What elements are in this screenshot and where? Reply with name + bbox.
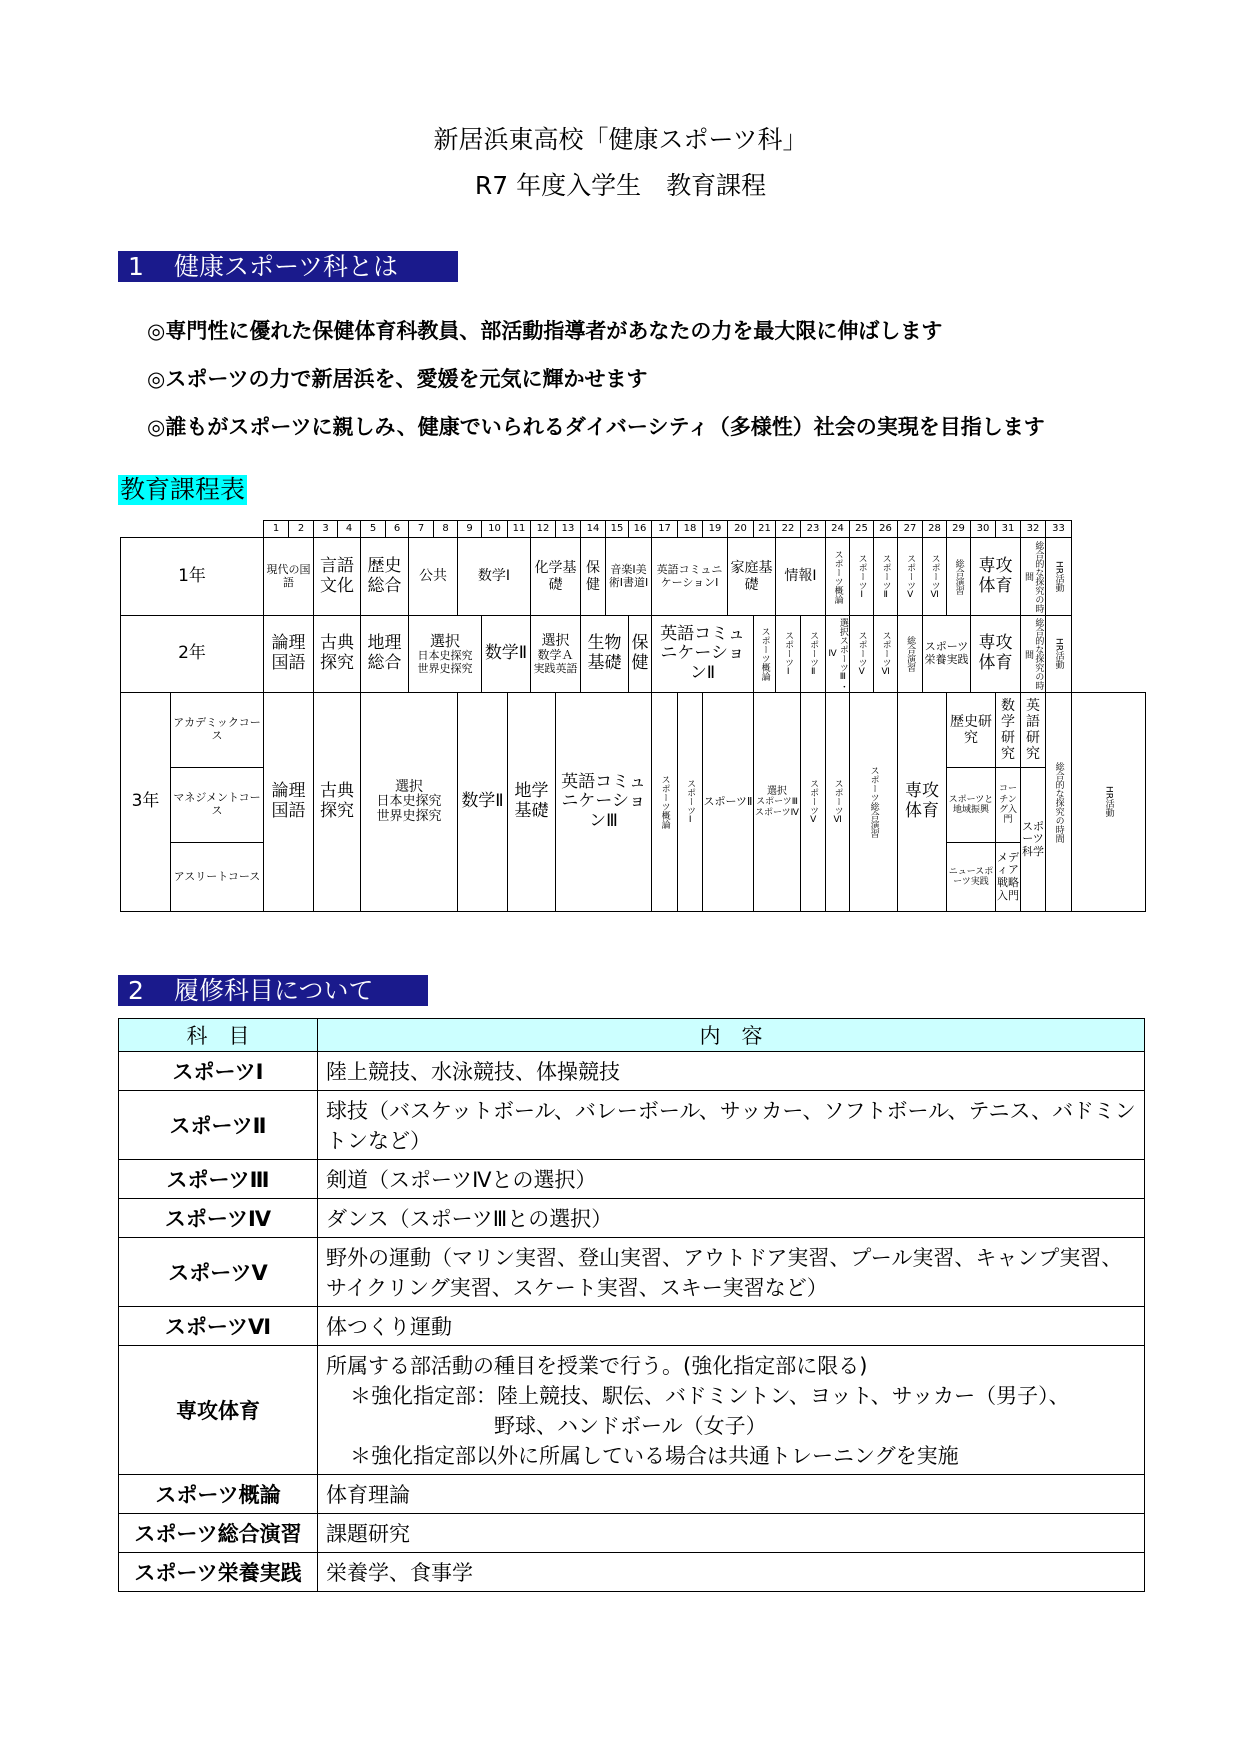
year3-cell-elective-history-line-2: 日本史探究 xyxy=(376,794,442,810)
year2-cell-22-text: 専攻体育 xyxy=(978,633,1013,673)
subject-content xyxy=(318,1307,1145,1346)
year1-cell-8 xyxy=(605,537,652,616)
section2-number: 2 xyxy=(128,976,144,1005)
year1-cell-18 xyxy=(970,537,1021,616)
column-number-9-text: 9 xyxy=(466,523,473,535)
year1-label xyxy=(120,537,264,616)
section2-bar xyxy=(118,975,428,1006)
column-number-5 xyxy=(360,520,386,538)
year2-cell-11 xyxy=(580,615,629,693)
year1-cell-6-text: 化学基礎 xyxy=(534,560,577,593)
year2-cell-24 xyxy=(1045,615,1072,693)
column-number-26-text: 26 xyxy=(879,523,892,535)
year3-cell-1-text: 論理国語 xyxy=(271,781,306,821)
year1-cell-12-text: スポーツ概論 xyxy=(832,549,843,604)
year2-cell-elective-math-line-1: 選択 xyxy=(541,632,570,649)
year1-cell-4 xyxy=(408,537,458,616)
year1-cell-5 xyxy=(457,537,531,616)
column-number-4-text: 4 xyxy=(345,523,353,535)
subject-name: 専攻体育 xyxy=(119,1346,318,1475)
column-number-24 xyxy=(825,520,850,538)
year3-label xyxy=(120,692,171,912)
year2-cell-19 xyxy=(873,615,898,693)
section1-number: 1 xyxy=(128,252,144,281)
year1-cell-3-text: 歴史総合 xyxy=(367,555,402,596)
year2-cell-7-text: 数学Ⅱ xyxy=(484,643,528,664)
subjects-header-content: 内 容 xyxy=(318,1019,1145,1052)
subject-row xyxy=(119,1307,1145,1346)
bullet-3: ◎誰もがスポーツに親しみ、健康でいられるダイバーシティ（多様性）社会の実現を目指します xyxy=(147,415,1045,439)
year2-label xyxy=(120,615,264,693)
bullet-1: ◎専門性に優れた保健体育科教員、部活動指導者があなたの力を最大限に伸ばします xyxy=(147,319,943,343)
column-number-15-text: 15 xyxy=(610,523,624,535)
column-number-1 xyxy=(263,520,289,538)
column-number-4 xyxy=(337,520,361,538)
year1-cell-13-text: スポーツⅠ xyxy=(856,553,867,600)
column-number-30 xyxy=(970,520,996,538)
year2-cell-14 xyxy=(753,615,776,693)
year3-cell-17-text: スポーツ総合演習 xyxy=(868,766,879,838)
column-number-22-text: 22 xyxy=(781,523,795,535)
year3-cell-18-text: 専攻体育 xyxy=(905,781,939,821)
year2-cell-2 xyxy=(313,615,361,693)
year3-cell-15-text: スポーツⅤ xyxy=(808,779,819,825)
column-number-8 xyxy=(433,520,458,538)
year3-cell-20-text: 数学研究 xyxy=(1001,697,1015,763)
year3-cell-elective-sports xyxy=(753,692,801,912)
year1-cell-15-text: スポーツⅤ xyxy=(905,553,916,600)
subject-name: スポーツ栄養実践 xyxy=(119,1553,318,1592)
subject-content-line: ＊強化指定部以外に所属している場合は共通トレーニングを実施 xyxy=(350,1444,959,1468)
subject-row xyxy=(119,1052,1145,1091)
subject-content-line: 野球、ハンドボール（女子） xyxy=(494,1414,767,1438)
subject-row xyxy=(119,1238,1145,1307)
course-3-text: アスリートコース xyxy=(173,869,261,883)
column-number-28-text: 28 xyxy=(928,523,941,535)
subject-content-line: 所属する部活動の種目を授業で行う。(強化指定部に限る) xyxy=(326,1354,868,1378)
subject-content xyxy=(318,1091,1145,1160)
subjects-table xyxy=(118,1018,1145,1592)
year2-cell-17 xyxy=(825,615,850,693)
subject-content xyxy=(318,1553,1145,1592)
column-number-2-text: 2 xyxy=(297,523,305,535)
year3-cell-21-text: 英語研究 xyxy=(1026,697,1040,763)
column-number-5-text: 5 xyxy=(369,523,377,535)
year1-cell-1 xyxy=(263,537,314,616)
column-number-28 xyxy=(922,520,947,538)
bullet-2: ◎スポーツの力で新居浜を、愛媛を元気に輝かせます xyxy=(147,367,648,391)
year2-cell-13 xyxy=(651,615,754,693)
year2-cell-12-text: 保健 xyxy=(631,633,649,673)
year2-cell-18-text: スポーツⅤ xyxy=(856,631,867,677)
subject-name: スポーツⅠ xyxy=(119,1052,318,1091)
column-number-16-text: 16 xyxy=(633,523,647,535)
column-number-18 xyxy=(677,520,703,538)
year2-cell-1 xyxy=(263,615,314,693)
year2-cell-elective-math-line-3: 実践英語 xyxy=(533,661,578,675)
year2-cell-22 xyxy=(970,615,1021,693)
year1-cell-7-text: 保健 xyxy=(586,560,600,593)
year3-cell-27-text: 総合的な探究の時間 xyxy=(1053,761,1064,843)
year2-cell-16 xyxy=(800,615,826,693)
year3-cell-6-text: 数学Ⅱ xyxy=(461,791,504,812)
year1-cell-11-text: 情報Ⅰ xyxy=(784,568,817,585)
year3-cell-10 xyxy=(677,692,703,912)
year3-cell-28-text: HR活動 xyxy=(1103,786,1114,818)
course-1-text: アカデミックコース xyxy=(173,716,261,742)
year3-cell-1 xyxy=(263,692,314,912)
year1-cell-16-text: スポーツⅥ xyxy=(929,553,940,600)
year1-cell-20 xyxy=(1045,537,1072,616)
subject-row xyxy=(119,1199,1145,1238)
column-number-20-text: 20 xyxy=(734,523,747,535)
year1-cell-14 xyxy=(873,537,898,616)
subjects-header-subject: 科 目 xyxy=(119,1019,318,1052)
year1-label-text: 1年 xyxy=(178,565,206,586)
subject-row xyxy=(119,1553,1145,1592)
year2-cell-14-text: スポーツ概論 xyxy=(759,627,770,681)
year1-cell-10-text: 家庭基礎 xyxy=(730,560,773,593)
year1-cell-17 xyxy=(946,537,971,616)
column-number-16 xyxy=(628,520,652,538)
subject-name: スポーツ概論 xyxy=(119,1475,318,1514)
year3-cell-25-text: ニュースポーツ実践 xyxy=(948,866,994,887)
column-number-3-text: 3 xyxy=(322,523,329,535)
column-number-27 xyxy=(897,520,923,538)
year2-cell-21 xyxy=(922,615,971,693)
year1-cell-16 xyxy=(922,537,947,616)
year3-cell-19-text: 歴史研究 xyxy=(950,713,992,746)
year2-cell-elective-history-line-2: 日本史探究 xyxy=(417,648,473,662)
subject-content-line: 剣道（スポーツⅣとの選択） xyxy=(326,1168,597,1192)
year1-cell-13 xyxy=(849,537,874,616)
subject-content-line: ダンス（スポーツⅢとの選択） xyxy=(326,1207,613,1231)
year3-cell-elective-sports-line-3: スポーツⅣ xyxy=(755,807,799,818)
year3-cell-26 xyxy=(995,842,1021,912)
year1-cell-4-text: 公共 xyxy=(419,568,447,585)
year1-cell-10 xyxy=(727,537,776,616)
column-number-1-text: 1 xyxy=(272,523,280,535)
year2-cell-15 xyxy=(775,615,801,693)
column-number-27-text: 27 xyxy=(903,523,917,535)
subject-row xyxy=(119,1475,1145,1514)
column-number-24-text: 24 xyxy=(831,523,844,535)
year1-cell-2 xyxy=(313,537,361,616)
subject-content xyxy=(318,1475,1145,1514)
year2-cell-elective-math-line-2: 数学Ａ xyxy=(537,647,574,662)
year1-cell-7 xyxy=(580,537,606,616)
year2-cell-12 xyxy=(628,615,652,693)
column-number-9 xyxy=(457,520,482,538)
column-number-14 xyxy=(580,520,606,538)
year1-cell-15 xyxy=(897,537,923,616)
year1-cell-17-text: 総合演習 xyxy=(953,558,964,595)
year3-cell-elective-history-line-1: 選択 xyxy=(395,779,423,796)
year2-cell-3-text: 地理総合 xyxy=(367,633,402,673)
subject-row xyxy=(119,1346,1145,1475)
column-number-33 xyxy=(1045,520,1072,538)
year1-cell-11 xyxy=(775,537,826,616)
subject-content xyxy=(318,1514,1145,1553)
year1-cell-5-text: 数学Ⅰ xyxy=(477,568,511,585)
year2-cell-11-text: 生物基礎 xyxy=(587,633,622,673)
year3-cell-26-text: メディア戦略入門 xyxy=(997,850,1019,902)
column-number-10-text: 10 xyxy=(488,523,501,535)
year1-cell-19-text: 総合的な探究の時間 xyxy=(1023,540,1044,613)
column-number-19 xyxy=(702,520,728,538)
year3-cell-9-text: スポーツ概論 xyxy=(659,775,670,829)
column-number-17 xyxy=(651,520,678,538)
section2-title: 履修科目について xyxy=(174,976,374,1005)
year3-cell-2 xyxy=(313,692,361,912)
year3-cell-15 xyxy=(800,692,826,912)
year1-cell-19 xyxy=(1020,537,1046,616)
column-number-14-text: 14 xyxy=(586,523,600,535)
year3-cell-25 xyxy=(946,842,996,912)
year3-cell-8-text: 英語コミュニケーションⅢ xyxy=(561,771,646,831)
year3-cell-21 xyxy=(1020,692,1046,768)
subject-name: スポーツ総合演習 xyxy=(119,1514,318,1553)
column-number-12 xyxy=(530,520,556,538)
subject-content xyxy=(318,1052,1145,1091)
column-number-26 xyxy=(873,520,898,538)
column-number-12-text: 12 xyxy=(536,523,550,535)
year1-cell-1-text: 現代の国語 xyxy=(266,562,311,589)
year1-cell-2-text: 言語文化 xyxy=(320,555,354,596)
year3-cell-19 xyxy=(946,692,996,768)
column-number-2 xyxy=(288,520,314,538)
curriculum-title: 教育課程表 xyxy=(120,475,246,504)
year2-cell-24-text: HR活動 xyxy=(1053,638,1064,670)
column-number-30-text: 30 xyxy=(976,523,990,535)
subject-name: スポーツⅢ xyxy=(119,1160,318,1199)
year2-cell-18 xyxy=(849,615,874,693)
subject-row xyxy=(119,1091,1145,1160)
year3-cell-9 xyxy=(651,692,678,912)
year3-cell-17 xyxy=(849,692,898,912)
year2-label-text: 2年 xyxy=(178,643,206,664)
year1-cell-18-text: 専攻体育 xyxy=(978,555,1013,596)
year1-cell-9-text: 英語コミュニケーションⅠ xyxy=(656,562,723,589)
column-number-11 xyxy=(507,520,531,538)
subject-content xyxy=(318,1238,1145,1307)
year1-cell-20-text: HR活動 xyxy=(1053,560,1064,593)
year2-cell-2-text: 古典探究 xyxy=(320,633,354,673)
year1-cell-6 xyxy=(530,537,581,616)
year1-cell-9 xyxy=(651,537,728,616)
column-number-15 xyxy=(605,520,629,538)
course-2-text: マネジメントコース xyxy=(173,791,261,817)
column-number-21 xyxy=(753,520,776,538)
year2-cell-23 xyxy=(1020,615,1046,693)
year3-cell-22-text: スポーツと地域振興 xyxy=(948,794,994,815)
year3-cell-27 xyxy=(1045,692,1072,912)
column-number-32-text: 32 xyxy=(1026,523,1040,535)
column-number-32 xyxy=(1020,520,1046,538)
subject-name: スポーツⅡ xyxy=(119,1091,318,1160)
year2-cell-7 xyxy=(481,615,531,693)
year3-cell-elective-sports-line-2: スポーツⅢ xyxy=(756,797,798,808)
page-title-line2: R7 年度入学生 教育課程 xyxy=(474,171,767,200)
subject-content-line: 栄養学、食事学 xyxy=(326,1561,473,1585)
year2-cell-15-text: スポーツⅠ xyxy=(783,631,794,677)
year3-cell-23 xyxy=(995,767,1021,843)
subject-content-line: 課題研究 xyxy=(326,1522,410,1546)
year3-cell-22 xyxy=(946,767,996,843)
subject-content-line: 体つくり運動 xyxy=(326,1315,452,1339)
year3-cell-10-text: スポーツⅠ xyxy=(685,779,696,825)
year3-cell-18 xyxy=(897,692,947,912)
year1-cell-3 xyxy=(360,537,409,616)
year2-cell-elective-history-line-3: 世界史探究 xyxy=(417,661,473,675)
year1-cell-12 xyxy=(825,537,850,616)
column-number-17-text: 17 xyxy=(658,523,671,535)
subject-content-line: 球技（バスケットボール、バレーボール、サッカー、ソフトボール、テニス、バドミントンなど） xyxy=(326,1099,1136,1153)
year3-cell-20 xyxy=(995,692,1021,768)
year3-cell-11-text: スポーツⅡ xyxy=(703,794,753,808)
column-number-22 xyxy=(775,520,801,538)
column-number-8-text: 8 xyxy=(442,523,449,535)
subject-content-line: 野外の運動（マリン実習、登山実習、アウトドア実習、プール実習、キャンプ実習、サイクリング実習、スケート実習、スキー実習など） xyxy=(326,1246,1123,1300)
year2-cell-13-text: 英語コミュニケーションⅡ xyxy=(660,623,745,683)
column-number-19-text: 19 xyxy=(708,523,722,535)
column-number-21-text: 21 xyxy=(758,523,771,535)
column-number-33-text: 33 xyxy=(1052,523,1065,535)
year2-cell-1-text: 論理国語 xyxy=(271,633,306,673)
column-number-10 xyxy=(481,520,508,538)
year2-cell-elective-math xyxy=(530,615,581,693)
column-number-13-text: 13 xyxy=(561,523,575,535)
column-number-20 xyxy=(727,520,754,538)
year3-cell-2-text: 古典探究 xyxy=(320,781,354,821)
column-number-18-text: 18 xyxy=(683,523,697,535)
column-number-11-text: 11 xyxy=(512,523,526,535)
year3-cell-7 xyxy=(507,692,556,912)
year3-cell-24 xyxy=(1020,767,1046,912)
subject-name: スポーツⅣ xyxy=(119,1199,318,1238)
year3-cell-16 xyxy=(825,692,850,912)
year3-cell-8 xyxy=(555,692,652,912)
year2-cell-elective-history-line-1: 選択 xyxy=(429,631,460,650)
subject-content-line: 陸上競技、水泳競技、体操競技 xyxy=(326,1060,620,1084)
year3-cell-elective-history xyxy=(360,692,458,912)
year2-cell-20-text: 総合演習 xyxy=(905,636,916,672)
column-number-25 xyxy=(849,520,874,538)
year1-cell-14-text: スポーツⅡ xyxy=(880,553,891,600)
year3-cell-16-text: スポーツⅥ xyxy=(832,779,843,825)
course-1 xyxy=(170,692,264,768)
column-number-6 xyxy=(385,520,409,538)
year3-cell-11 xyxy=(702,692,754,912)
subject-content xyxy=(318,1160,1145,1199)
page-title-line1: 新居浜東高校「健康スポーツ科」 xyxy=(433,125,808,154)
year2-cell-3 xyxy=(360,615,409,693)
year3-cell-7-text: 地学基礎 xyxy=(514,781,549,821)
year3-cell-24-text: スポーツ科学 xyxy=(1022,819,1044,858)
year3-cell-28 xyxy=(1071,692,1146,912)
subject-content xyxy=(318,1346,1145,1475)
column-number-23-text: 23 xyxy=(806,523,820,535)
subject-content-line: 体育理論 xyxy=(326,1483,410,1507)
year2-cell-17-text: 選択スポーツⅢ・Ⅳ xyxy=(827,617,848,691)
column-number-7-text: 7 xyxy=(417,523,425,535)
subject-row xyxy=(119,1160,1145,1199)
course-3 xyxy=(170,842,264,912)
year2-cell-elective-history xyxy=(408,615,482,693)
column-number-7 xyxy=(408,520,434,538)
course-2 xyxy=(170,767,264,843)
year1-cell-8-text: 音楽Ⅰ美術Ⅰ書道Ⅰ xyxy=(608,562,649,589)
subject-content xyxy=(318,1199,1145,1238)
year3-cell-elective-sports-line-1: 選択 xyxy=(767,785,787,797)
year3-cell-23-text: コーチング入門 xyxy=(998,784,1017,826)
year3-label-text: 3年 xyxy=(131,791,160,812)
column-number-31 xyxy=(995,520,1021,538)
section1-title: 健康スポーツ科とは xyxy=(174,252,399,281)
subject-name: スポーツⅤ xyxy=(119,1238,318,1307)
year2-cell-20 xyxy=(897,615,923,693)
column-number-25-text: 25 xyxy=(855,523,868,535)
subject-name: スポーツⅥ xyxy=(119,1307,318,1346)
year2-cell-16-text: スポーツⅡ xyxy=(808,631,819,677)
year3-cell-6 xyxy=(457,692,508,912)
year2-cell-21-text: スポーツ栄養実践 xyxy=(924,640,969,666)
subject-content-line: ＊強化指定部：陸上競技、駅伝、バドミントン、ヨット、サッカー（男子）、 xyxy=(350,1384,1070,1408)
year2-cell-23-text: 総合的な探究の時間 xyxy=(1023,618,1044,690)
column-number-29-text: 29 xyxy=(952,523,965,535)
column-number-6-text: 6 xyxy=(393,523,401,535)
column-number-13 xyxy=(555,520,581,538)
column-number-3 xyxy=(313,520,338,538)
column-number-29 xyxy=(946,520,971,538)
column-number-23 xyxy=(800,520,826,538)
column-number-31-text: 31 xyxy=(1001,523,1015,535)
year3-cell-elective-history-line-3: 世界史探究 xyxy=(376,809,442,825)
subject-row xyxy=(119,1514,1145,1553)
year2-cell-19-text: スポーツⅥ xyxy=(880,631,891,677)
